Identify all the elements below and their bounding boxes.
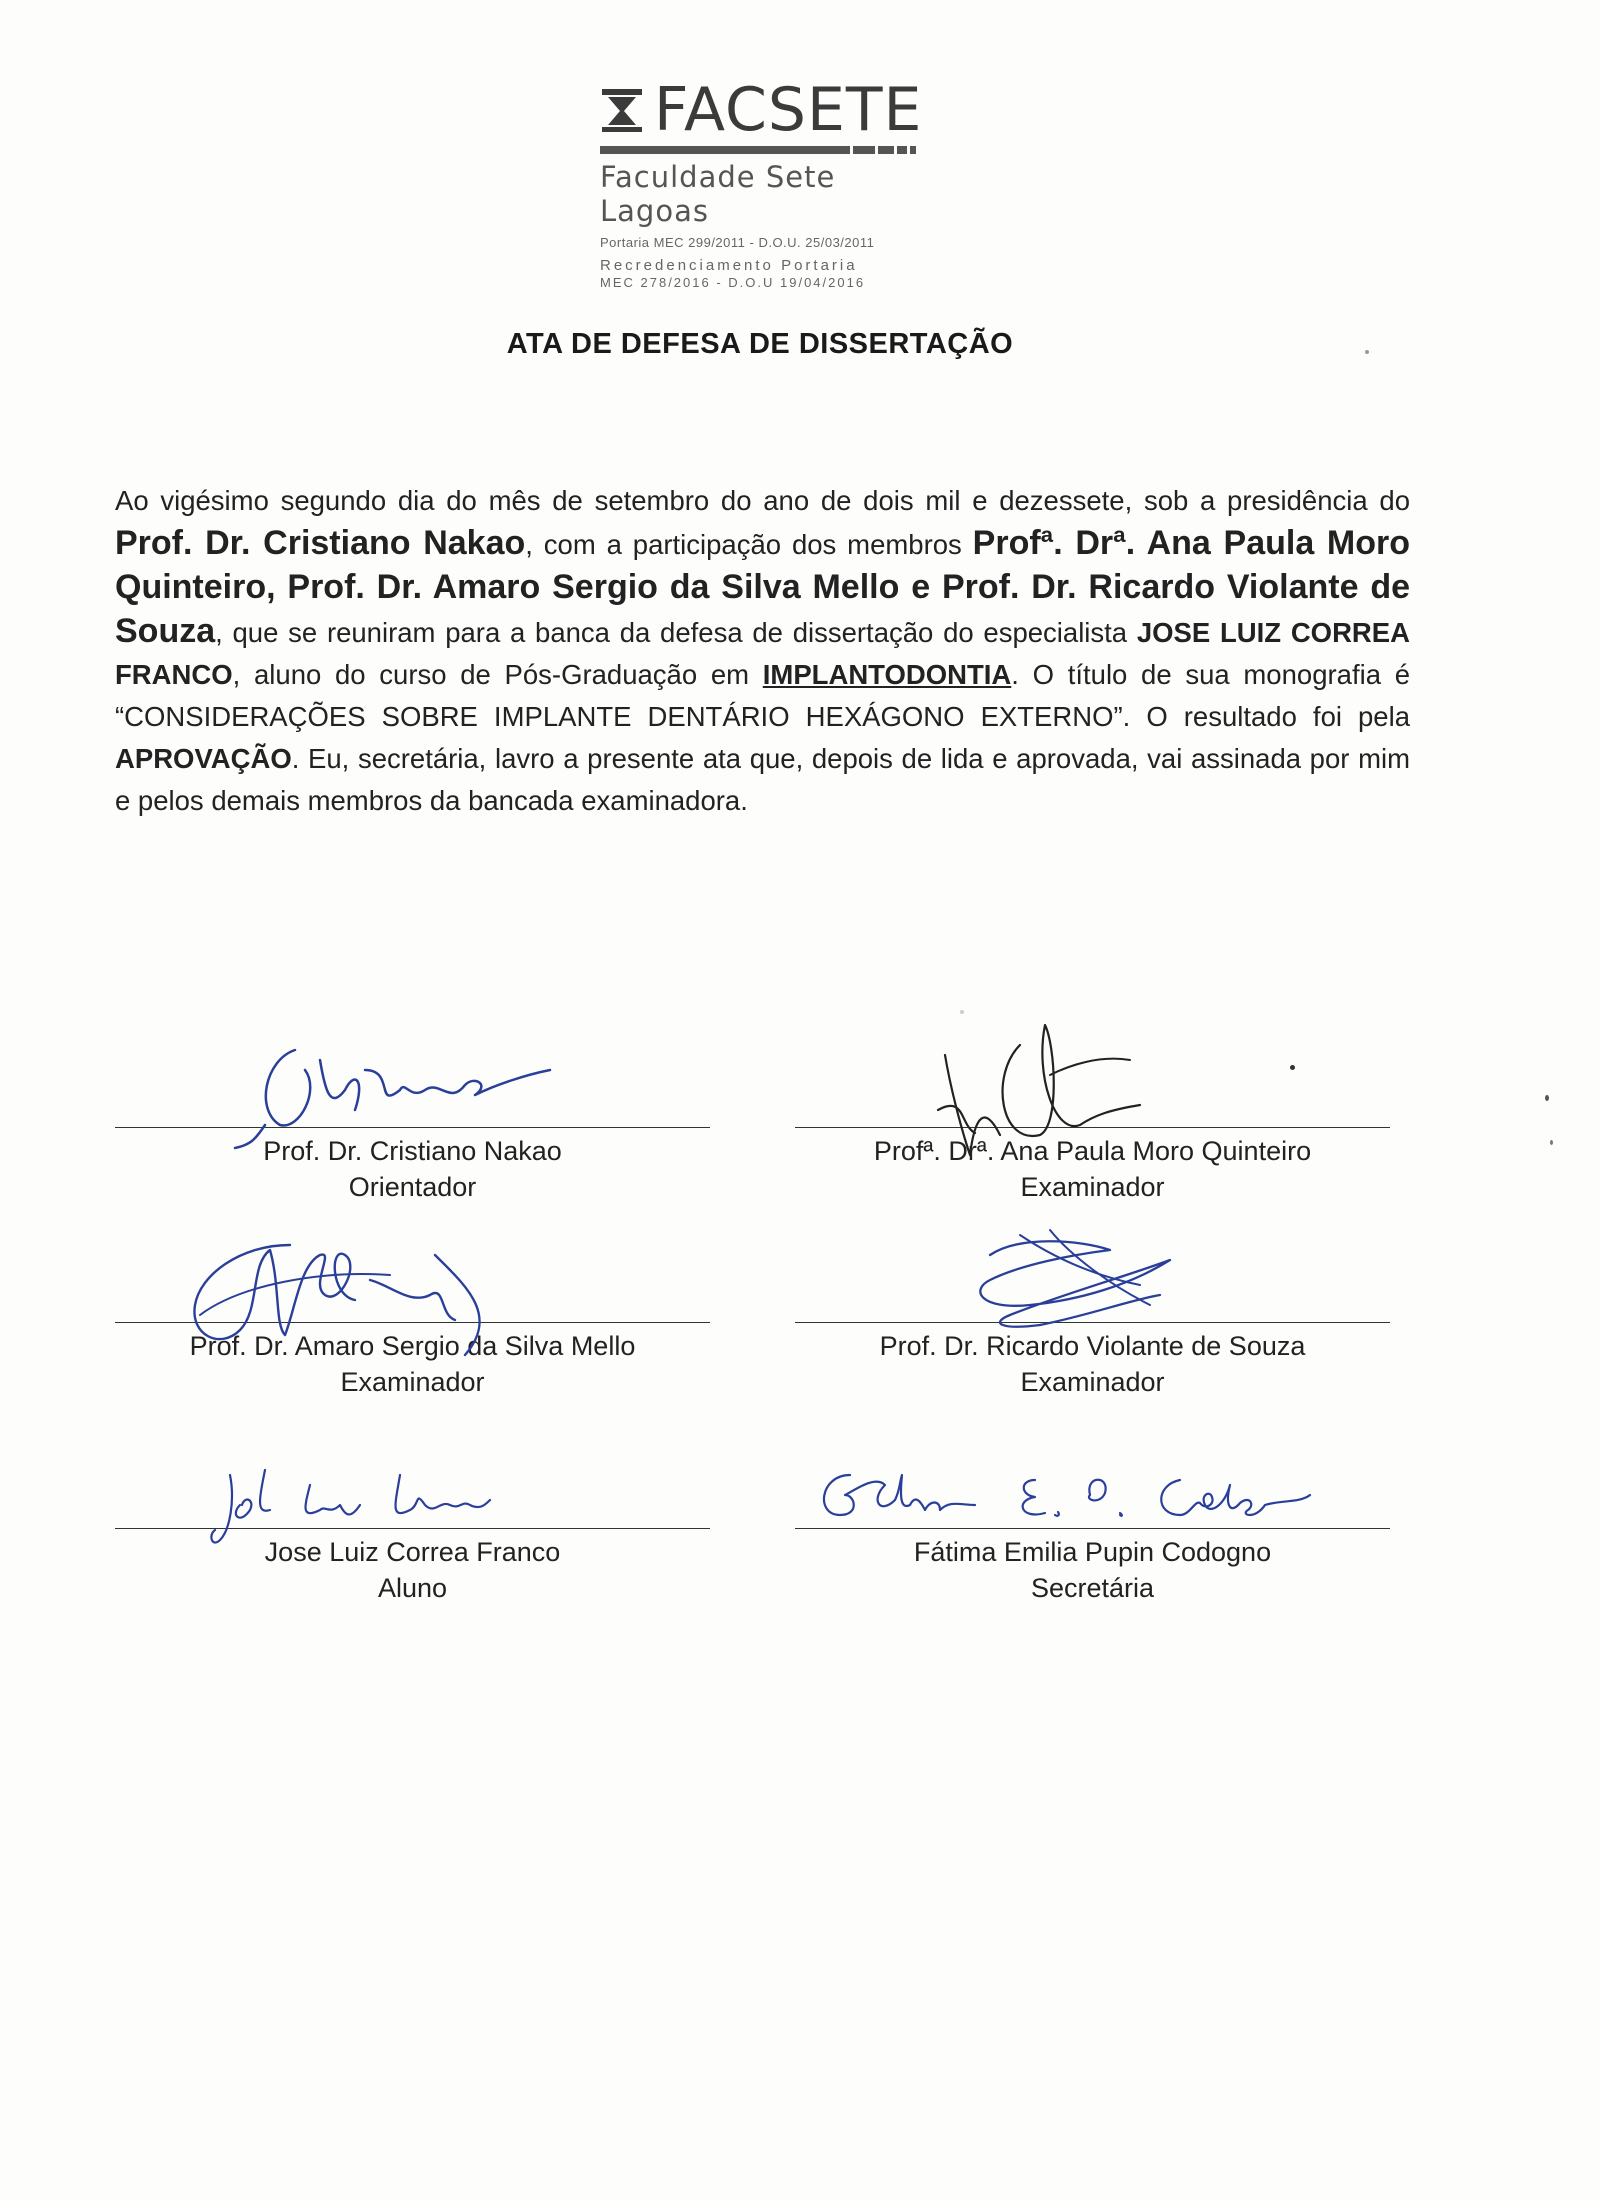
course-name: IMPLANTODONTIA [762,659,1012,690]
scan-speck [1290,1065,1295,1070]
scan-speck [1550,1140,1553,1145]
scan-speck [1545,1095,1549,1101]
president-name: Prof. Dr. Cristiano Nakao [115,524,526,562]
institution-logo [600,75,940,291]
signatory-role: Secretária [1030,1573,1155,1603]
text-segment: Ao vigésimo segundo dia do mês de setembro do ano de dois mil e dezessete, sob a presidência do [115,485,1410,516]
handwritten-signature-mello [180,1225,520,1375]
text-segment: . O título de sua monografia é “CONSIDERAÇÕES SOBRE IMPLANTE DENTÁRIO HEXÁGONO EXTERNO”. O resultado foi pela [115,659,1410,732]
signatory-name: Prof. Dr. Amaro Sergio da Silva Mello [189,1331,636,1361]
logo-divider [600,146,930,154]
portaria-line: Portaria MEC 299/2011 - D.O.U. 25/03/2011 [600,235,875,250]
scan-speck [1365,350,1369,354]
text-segment: , que se reuniram para a banca da defesa de dissertação do especialista [215,617,1137,648]
handwritten-signature-quinteiro [930,1015,1220,1175]
signatory-role: Orientador [348,1172,477,1202]
facsete-emblem-icon [600,87,644,133]
signatory-role: Examinador [340,1367,485,1397]
signatory-name: Profª. Drª. Ana Paula Moro Quinteiro [873,1136,1312,1166]
result-value: APROVAÇÃO [115,743,292,774]
recredenciamento-line-2: MEC 278/2016 - D.O.U 19/04/2016 [600,275,866,290]
signatory-name: Fátima Emilia Pupin Codogno [913,1537,1272,1567]
signatory-role: Examinador [1020,1367,1165,1397]
signatory-name: Prof. Dr. Cristiano Nakao [263,1136,562,1166]
student-name: JOSE LUIZ CORREA FRANCO [115,617,1410,690]
logo-subtitle: Faculdade Sete Lagoas [600,160,836,228]
signatory-name: Prof. Dr. Ricardo Violante de Souza [879,1331,1306,1361]
handwritten-signature-codogno [800,1455,1320,1545]
logo-name: FACSETE [654,75,923,145]
recredenciamento-line: Recredenciamento Portaria [600,257,858,274]
document-title: ATA DE DEFESA DE DISSERTAÇÃO [506,328,1014,360]
signatory-role: Aluno [377,1573,448,1603]
committee-members: Profª. Drª. Ana Paula Moro Quinteiro, Prof. Dr. Amaro Sergio da Silva Mello e Prof. Dr. Ricardo Violante de Souza [115,524,1411,650]
handwritten-signature-nakao [225,1030,555,1150]
text-segment: , com a participação dos membros [525,529,973,560]
scan-speck [960,1010,964,1014]
handwritten-signature-souza [930,1215,1190,1335]
signatory-role: Examinador [1020,1172,1165,1202]
text-segment: . Eu, secretária, lavro a presente ata que, depois de lida e aprovada, vai assinada por mim e pelos demais membros da bancada examinadora. [115,743,1410,816]
handwritten-signature-franco [200,1460,560,1560]
text-segment: , aluno do curso de Pós-Graduação em [232,659,763,690]
minutes-paragraph [115,480,1410,822]
signatory-name: Jose Luiz Correa Franco [264,1537,561,1567]
